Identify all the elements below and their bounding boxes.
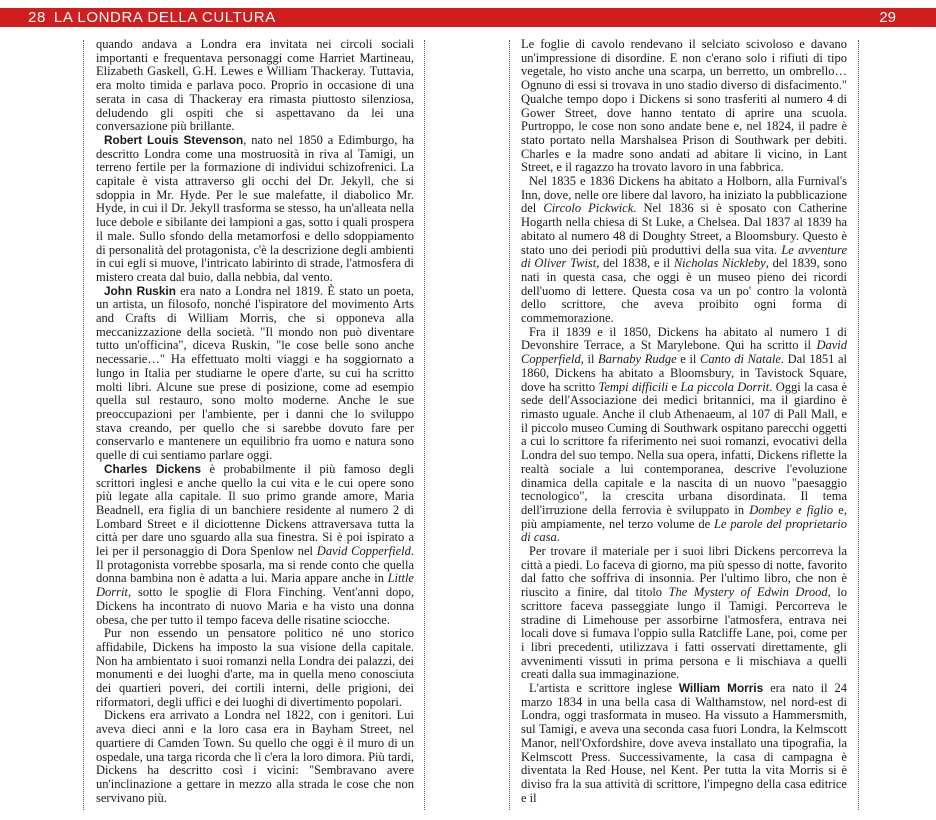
paragraph [521, 326, 847, 545]
paragraph-text: , nato nel 1850 a Edimburgo, ha descritto Londra come una mostruosità in riva al Tamigi, un terreno fertile per la formazione di individui schizofrenici. La capitale è vista attraverso gli occhi del Dr. Jekyll, che si sdoppia in Mr. Hyde. Per le sue malefatte, il diabolico Mr. Hyde, in cui il Dr. Jekyll trasforma se stesso, ha un'alleata nella luce debole e sibilante dei lampioni a gas, sotto i quali prospera il male. Sullo sfondo della metamorfosi e dello sdoppiamento di personalità del protagonista, c'è la descrizione degli ambienti in cui egli si muove, l'intricato labirinto di strade, l'atmosfera di mistero creata dal buio, dalla nebbia, dal vento. [96, 132, 414, 284]
paragraph: quando andava a Londra era invitata nei circoli sociali importanti e frequentava personaggi come Harriet Martineau, Elizabeth Gaskell, G.H. Lewes e William Thackeray. Tuttavia, era molto timida e parlava poco. Proprio in occasione di una serata in casa di Thackeray era rimasta piuttosto silenziosa, deludendo gli ospiti che si aspettavano da lei una conversazione più brillante. [96, 38, 414, 134]
paragraph [521, 545, 847, 682]
paragraph-text: . Oggi la casa è sede dell'Associazione dei medici britannici, ma il giardino è rimasto uguale. Anche il club Athenaeum, al 107 di Pall Mall, e il piccolo museo Cuming di Southwark ospitano parecchi oggetti a cui lo scrittore fa riferimento nei suoi romanzi, evocativi della Londra del suo tempo. Nella sua opera, infatti, Dickens riflette la realtà sociale a lui contemporanea, descrive l'evoluzione dinamica della capitale e la nascita di un nuovo "paesaggio tecnologico", la crescita urbana disordinata. Il tema dell'irruzione della ferrovia è sviluppato in [521, 379, 847, 517]
paragraph: Pur non essendo un pensatore politico né uno storico affidabile, Dickens ha imposto la sua visione della capitale. Non ha ambientato i suoi romanzi nella Londra dei palazzi, dei monumenti e dei luoghi d'arte, ma in quella meno conosciuta dei quartieri poveri, dei cortili interni, delle prigioni, dei riformatori, degli uffici e dei luoghi di divertimento popolari. [96, 626, 414, 709]
book-title: The Mystery of Edwin Drood [668, 585, 828, 600]
book-title: David Copperfield [521, 338, 847, 367]
book-title: Nicholas Nickleby [673, 256, 766, 271]
left-page-number: 28 [28, 9, 46, 26]
book-title: Circolo Pickwick [543, 201, 634, 216]
book-title: Canto di Natale [700, 352, 781, 367]
book-title: Tempi difficili [598, 379, 669, 394]
right-page-number: 29 [879, 9, 896, 26]
paragraph-text: Nel 1835 e 1836 Dickens ha abitato a Holborn, alla Furnival's Inn, dove, nelle ore libere dal lavoro, ha iniziato la pubblicazione del [521, 174, 847, 216]
paragraph-text: e, più ampiamente, nel terzo volume de [521, 502, 847, 531]
paragraph [96, 134, 414, 285]
paragraph-text: è probabilmente il più famoso degli scrittori inglesi e anche quello la cui vita e le cui opere sono più legate alla capitale. Il suo primo grande amore, Maria Beadnell, era figlia di un banchiere residente al numero 2 di Lombard Street e il diciottenne Dickens attraversava tutta la città per dare uno sguardo alla sua finestra. Si è poi ispirato a lei per il personaggio di Dora Spenlow nel [96, 461, 414, 559]
paragraph [521, 175, 847, 326]
book-title: Barnaby Rudge [598, 352, 677, 367]
right-page-column [521, 38, 847, 814]
paragraph-text: . Dal 1851 al 1860, Dickens ha abitato a Bloomsbury, in Tavistock Square, dove ha scritto [521, 352, 847, 394]
paragraph-text: . Nel 1836 si è sposato con Catherine Hogarth nella chiesa di St Luke, a Chelsea. Dal 1837 al 1839 ha abitato al numero 48 di Doughty Street, a Bloomsbury. Questo è stato uno dei periodi più produttivi della sua vita. [521, 201, 847, 257]
author-name: William Morris [678, 681, 764, 696]
book-title: Little Dorrit [96, 571, 414, 600]
paragraph-text: , sotto le spoglie di Flora Finching. Vent'anni dopo, Dickens ha incontrato di nuovo Maria e ha visto una donna obesa, che per tutto il tempo faceva delle risatine sciocche. [96, 585, 414, 627]
paragraph: Dickens era arrivato a Londra nel 1822, con i genitori. Lui aveva dieci anni e la loro casa era in Bayham Street, nel quartiere di Camden Town. Su quello che oggi è il muro di un ospedale, una targa ricorda che lì c'era la loro dimora. Più tardi, Dickens ha descritto così i vicini: "Sembravano avere un'inclinazione a gettare in mezzo alla strada le cose che non servivano più. [96, 708, 414, 805]
paragraph-text: e il [676, 352, 701, 367]
paragraph-text: . Il protagonista vorrebbe sposarla, ma si rende conto che quella donna bambina non è adatta a lui. Maria appare anche in [96, 544, 414, 586]
book-title: Dombey e figlio [749, 502, 834, 517]
book-title: Le parole del proprietario di casa [521, 516, 847, 545]
paragraph-text: Per trovare il materiale per i suoi libri Dickens percorreva la città a piedi. Lo faceva di giorno, ma più spesso di notte, favorito dal fatto che soffriva di insonnia. Per l'ultimo libro, che non è riuscito a finire, dal titolo [521, 544, 847, 600]
paragraph-text: , del 1838, e il [596, 256, 674, 271]
left-inner-rule [424, 40, 425, 810]
left-running-head [28, 8, 276, 27]
book-title: Le avventure di Oliver Twist [521, 242, 847, 271]
paragraph [96, 463, 414, 627]
chapter-title: LA LONDRA DELLA CULTURA [53, 9, 276, 26]
left-page-column [96, 38, 414, 814]
paragraph: Le foglie di cavolo rendevano il selciato scivoloso e davano un'impressione di disordine. E non c'erano solo i rifiuti di tipo vegetale, ho visto anche una scarpa, un berretto, un ombrello… Ognuno di essi si trovava in uno stadio diverso di disfacimento." Qualche tempo dopo i Dickens si sono trasferiti al numero 4 di Gower Street, dove hanno tentato di aprire una scuola. Purtroppo, le cose non sono andate bene e, nel 1824, il padre è stato portato nella Marshalsea Prison di Southwark per debiti. Charles e la madre sono andati ad abitare lì vicino, in Lant Street, e il ragazzo ha trovato lavoro in una fabbrica. [521, 38, 847, 175]
right-inner-rule [509, 40, 510, 810]
paragraph [96, 285, 414, 463]
paragraph-text: Fra il 1839 e il 1850, Dickens ha abitato al numero 1 di Devonshire Terrace, a St Marylebone. Qui ha scritto il [521, 324, 847, 353]
paragraph [521, 682, 847, 805]
paragraph-text: L'artista e scrittore inglese [529, 681, 679, 696]
author-name: Charles Dickens [104, 461, 202, 476]
paragraph-text: . [556, 530, 560, 545]
right-margin-rule [858, 40, 859, 810]
author-name: Robert Louis Stevenson [104, 132, 244, 147]
paragraph-text: era nato a Londra nel 1819. È stato un poeta, un artista, un filosofo, nonché l'ispiratore del movimento Arts and Crafts di William Morris, che si opponeva alla meccanizzazione della società. "Il mondo non può diventare tutto un'officina", diceva Ruskin, "le cose belle sono anche necessarie…" Ha effettuato molti viaggi e ha soggiornato a lungo in Italia per studiarne le opere d'arte, su cui ha scritto molti libri. Alcune sue prese di posizione, come ad esempio quella sul restauro, sono molto moderne. Anche le sue preoccupazioni per l'ambiente, per i danni che lo sviluppo stava creando, per quello che si sarebbe dovuto fare per conservarlo e mantenere un equilibrio fra uomo e natura sono quelle di cui sentiamo parlare oggi. [96, 283, 414, 463]
author-name: John Ruskin [104, 283, 176, 298]
book-title: La piccola Dorrit [680, 379, 770, 394]
book-title: David Copperfield [316, 544, 411, 559]
paragraph-text: , lo scrittore faceva passeggiate lungo il Tamigi. Percorreva le stradine di Limehouse per assorbirne l'atmosfera, entrava nei locali dove si fumava l'oppio sulla Ratcliffe Lane, poi, come per i libri precedenti, utilizzava i fatti osservati direttamente, gli avvenimenti vissuti in prima persona e li mischiava a quelli creati dalla sua immaginazione. [521, 585, 847, 682]
page-header-bar [0, 8, 936, 27]
left-margin-rule [83, 40, 84, 810]
paragraph-text: era nato il 24 marzo 1834 in una bella casa di Walthamstow, nel nord-est di Londra, oggi trasformata in museo. Ha vissuto a Hammersmith, sul Tamigi, e aveva una seconda casa fuori Londra, la Kelmscott Manor, nell'Oxfordshire, dove aveva installato una tipografia, la Kelmscott Press. Successivamente, la casa di campagna è diventata la Red House, nel Kent. Per tutta la vita Morris si è diviso fra la sua attività di scrittore, l'impegno della casa editrice e il [521, 681, 847, 805]
paragraph-text: e [668, 379, 681, 394]
paragraph-text: , il [580, 352, 599, 367]
paragraph-text: , del 1839, sono nati in questa casa, che oggi è un museo pieno dei ricordi dell'uomo di lettere. Questa cosa va un po' contro la volontà dello scrittore, che aveva proibito ogni forma di commemorazione. [521, 256, 847, 326]
